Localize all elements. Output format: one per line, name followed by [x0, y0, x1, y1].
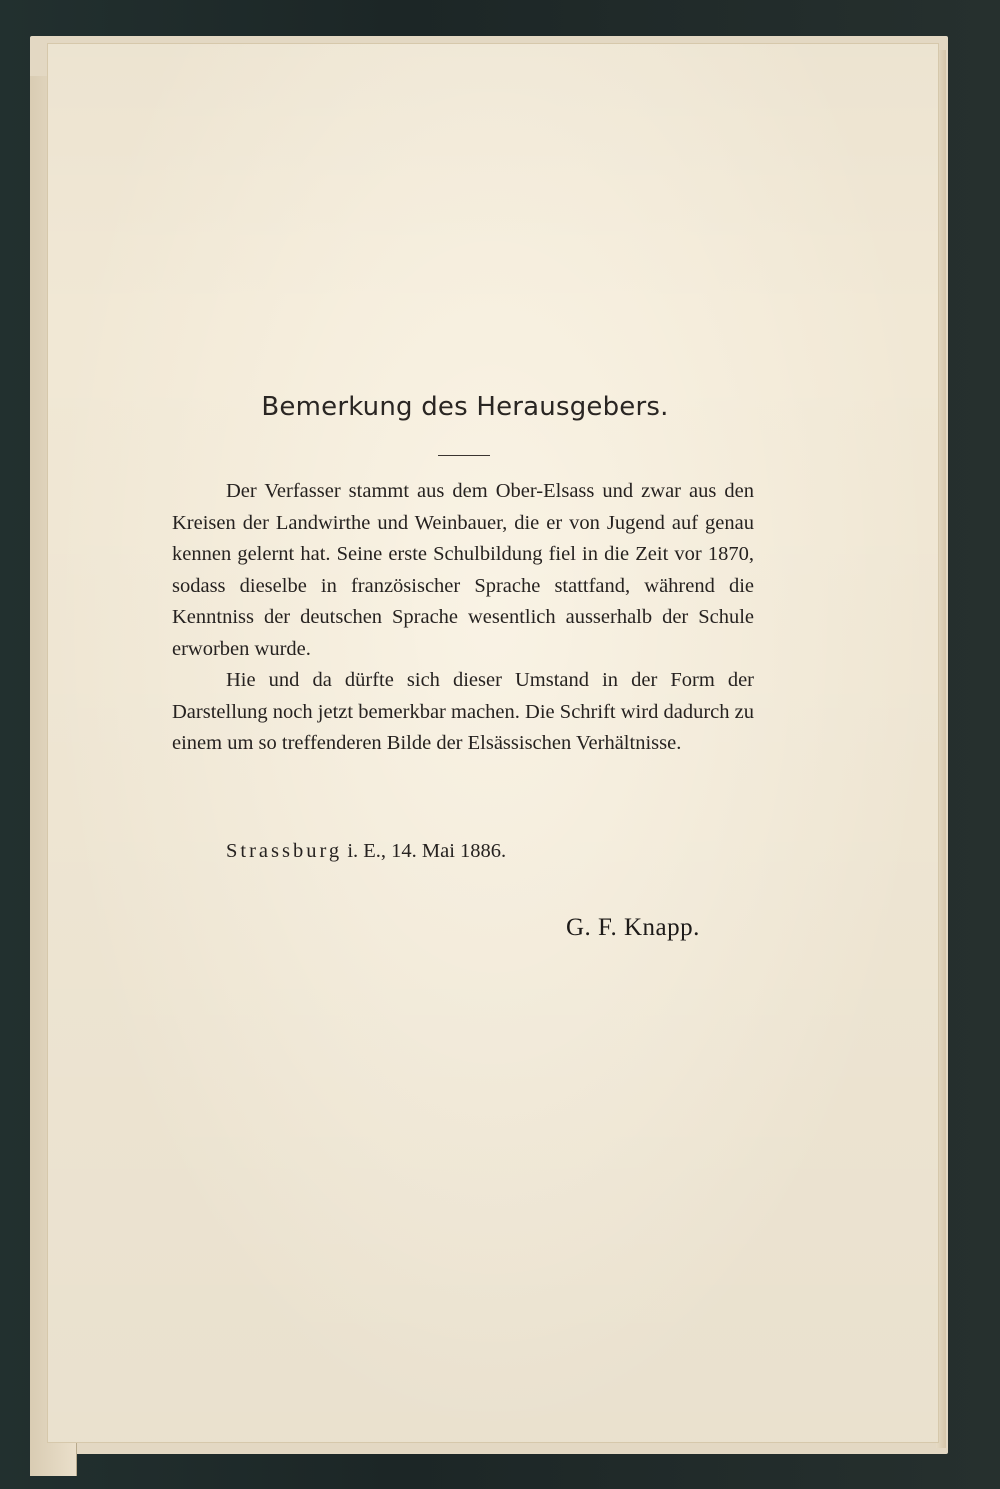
- signature: G. F. Knapp.: [566, 914, 700, 941]
- dateline-date: i. E., 14. Mai 1886.: [342, 840, 507, 862]
- paragraph-2: Hie und da dürfte sich dieser Umstand in der Form der Darstellung noch jetzt bemerkbar machen. Die Schrift wird dadurch zu einem um so treffenderen Bilde der Elsässischen Verhältnisse.: [172, 669, 754, 754]
- dateline-place: Strassburg: [226, 840, 343, 862]
- body-text: [172, 476, 754, 760]
- title-divider: [438, 455, 490, 456]
- paragraph-1: Der Verfasser stammt aus dem Ober-Elsass und zwar aus den Kreisen der Landwirthe und Weinbauer, die er von Jugend auf genau kennen gelernt hat. Seine erste Schulbildung fiel in die Zeit vor 1870, sodass dieselbe in französischer Sprache stattfand, während die Kenntniss der deutschen Sprache wesentlich ausserhalb der Schule erworben wurde.: [172, 480, 754, 660]
- dateline: [226, 840, 506, 863]
- page-title: Bemerkung des Herausgebers.: [261, 392, 669, 422]
